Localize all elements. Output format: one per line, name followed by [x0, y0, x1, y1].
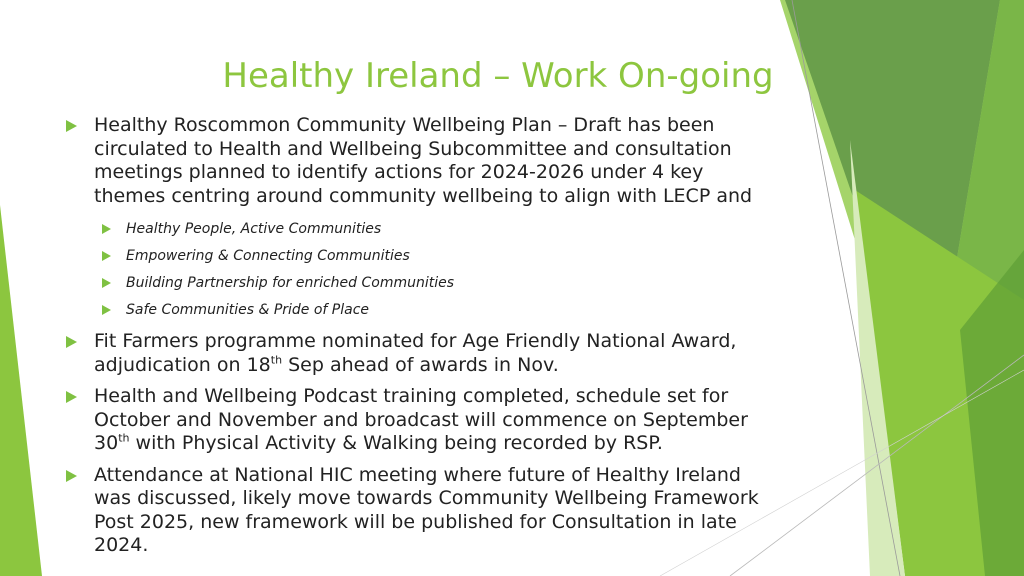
bullet-item-1	[62, 114, 772, 208]
sub-bullet-text: Empowering & Connecting Communities	[126, 248, 410, 264]
sub-bullet-item-4	[62, 301, 772, 319]
sub-bullet-item-1	[62, 220, 772, 238]
arrow-bullet-icon	[66, 120, 77, 132]
deco-left-strip	[0, 205, 42, 576]
arrow-bullet-icon	[66, 391, 77, 403]
bullet-text-post: with Physical Activity & Walking being recorded by RSP.	[129, 432, 663, 454]
bullet-text: Attendance at National HIC meeting where future of Healthy Ireland was discussed, likely move towards Community Wellbeing Framework Post 2025, new framework will be published for Consultation in late 2024.	[94, 463, 759, 556]
bullet-text-post: Sep ahead of awards in Nov.	[282, 353, 559, 376]
bullet-text: Healthy Roscommon Community Wellbeing Plan – Draft has been circulated to Health and Wellbeing Subcommittee and consultation meetings planned to identify actions for 2024-2026 under 4 key themes centring around community wellbeing to align with LECP and	[94, 114, 753, 207]
sub-bullet-text: Safe Communities & Pride of Place	[126, 302, 370, 318]
sub-bullet-text: Healthy People, Active Communities	[126, 221, 382, 237]
sub-bullet-item-2	[62, 247, 772, 265]
superscript: th	[270, 353, 283, 367]
bullet-text-pre: Fit Farmers programme nominated for Age Friendly National Award, adjudication on 18	[94, 330, 737, 376]
sub-bullet-text: Building Partnership for enriched Communities	[126, 275, 455, 291]
arrow-bullet-icon	[102, 278, 111, 288]
bullet-item-2	[62, 330, 772, 377]
bullet-list	[62, 114, 772, 558]
arrow-bullet-icon	[102, 305, 111, 315]
sub-bullet-item-3	[62, 274, 772, 292]
slide-title: Healthy Ireland – Work On-going	[222, 56, 774, 96]
bullet-item-4	[62, 464, 772, 558]
arrow-bullet-icon	[66, 336, 77, 348]
arrow-bullet-icon	[102, 224, 111, 234]
bullet-text-pre: Health and Wellbeing Podcast training completed, schedule set for October and November and broadcast will commence on September 30	[94, 385, 748, 454]
superscript: th	[118, 431, 130, 445]
arrow-bullet-icon	[102, 251, 111, 261]
arrow-bullet-icon	[66, 470, 77, 482]
bullet-item-3	[62, 385, 772, 456]
